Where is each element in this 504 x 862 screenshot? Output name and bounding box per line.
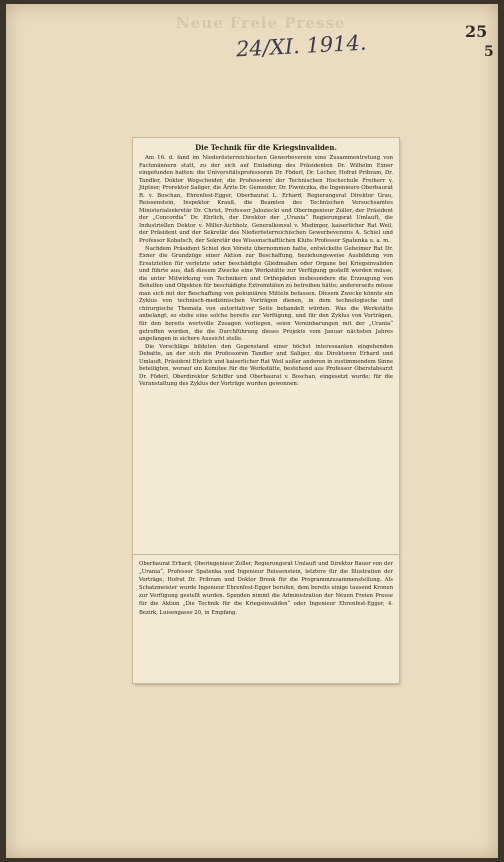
article-title: Die Technik für die Kriegsinvaliden. (195, 143, 337, 152)
newspaper-name-ghost: Neue Freie Presse (176, 14, 346, 32)
handwritten-date: 24/XI. 1914. (235, 30, 368, 62)
page-number: 25 (465, 22, 488, 41)
newspaper-clipping-article (133, 138, 399, 554)
article-paragraph: Die Vorschläge bildeten den Gegenstand einer höchst interessanten eingehenden Debatte, an der sich die Professoren Tandler und Saliger, die Direktoren Erhard und Umlauft, Präsident Ehrlich und kaiserlicher Rat Weil außer anderen in zustimmendem Sinne beteiligten, worauf ein Komitee für die Werkstätte, bestehend aus Professor Oberstabsarzt Dr. Föderl, Oberdirektor Schiffer und Oberbaurat v. Boschan, eingesetzt wurde; für die Veranstaltung des Zyklus der Vorträge wurden gewonnen: (139, 343, 394, 388)
continuation-paragraph: Oberbaurat Erhard, Oberingenieur Zoller, Regierungsrat Umlauft und Direktor Bauer von der „Urania“, Professor Spatenka und Ingenieur Reissenstein, letztere für die Illustration der Vorträge, Hofrat Dr. Pribram und Doktor Brenk für die Programmzusammenstellung. Als Schatzmeister wurde Ingenieur Ehrenfest-Egger berufen, dem bereits einige tausend Kronen zur Verfügung gestellt wurden. Spenden nimmt die Administration der Neuen Freien Presse für die Aktion „Die Technik für die Kriegsinvaliden“ oder Ingenieur Ehrenfest-Egger, 4. Bezirk, Luisengasse 20, in Empfang. (139, 561, 393, 616)
archive-sheet (6, 4, 498, 858)
article-paragraph: Am 16. d. fand im Niederösterreichischen Gewerbeverein eine Zusammentretung von Fachmännern statt, zu der sich auf Einladung des Präsidenten Dr. Wilhelm Exner eingefunden hatten: die Universitätsprofessoren Dr. Föderl, Dr. Lecher, Hofrat Pribram, Dr. Tandler, Doktor Wegscheider, die Professoren der Technischen Hochschule Freiherr v. Jüptner, Prorektor Saliger, die Ärzte Dr. Gemeider, Dr. Piwniczka, die Ingenieure Oberbaurat R. v. Boschan, Ehrenfest-Egger, Oberbaurat L. Erhard, Regierungsrat Direktor Grau, Reissenstein, Inspektor Krauß, die Beamten des Technischen Versuchsamtes Ministerialsekretär Dr. Christ, Professor Jaloziecki und Oberingenieur Zoller, der Präsident der „Concordia“ Dr. Ehrlich, der Direktor der „Urania“ Regierungsrat Umlauft, die Industriellen Doktor v. Miller-Aichholz, Generalkonsul v. Medinger, kaiserlicher Rat Weil, der Präsident und der Sekretär des Niederösterreichischen Gewerbevereins A. Schiel und Professor Kobatsch, der Sekretär des Wissenschaftlichen Klubs Professor Spatenka u. a. m. (139, 155, 393, 245)
article-paragraph: Nachdem Präsident Schiel den Vorsitz übernommen hatte, entwickelte Geheimer Rat Dr. Exner die Grundzüge einer Aktion zur Beschaffung, beziehungsweise Ausbildung von Ersatzteilen für verletzte oder beschädigte Gliedmaßen oder Organe bei Kriegsinvaliden und führte aus, daß diesem Zwecke eine Werkstätte zur Verfügung gestellt werden müsse, die unter Mitwirkung von Technikern und Orthopäden insbesondere die Erzeugung von Behelfen und Objekten für beschädigte Extremitäten zu betreiben hätte; andererseits müsse man sich mit der Beschaffung von pekuniären Mitteln befassen. Diesem Zwecke könnte ein Zyklus von technisch-medizinischen Vorträgen dienen, in dem technologische und chirurgische Themata von autoritativer Seite behandelt würden. Was die Werkstätte anbelangt, so stehe eine solche bereits zur Verfügung, und für den Zyklus von Vorträgen, für den bereits wertvolle Zusagen vorliegen, seien Vereinbarungen mit der „Urania“ getroffen worden, die die Durchführung dieses Projekts vom Januar nächsten Jahres angefangen in sichere Aussicht stelle. (139, 245, 393, 343)
newspaper-clipping-continuation (133, 555, 399, 683)
sheet-number: 5 (484, 44, 494, 60)
